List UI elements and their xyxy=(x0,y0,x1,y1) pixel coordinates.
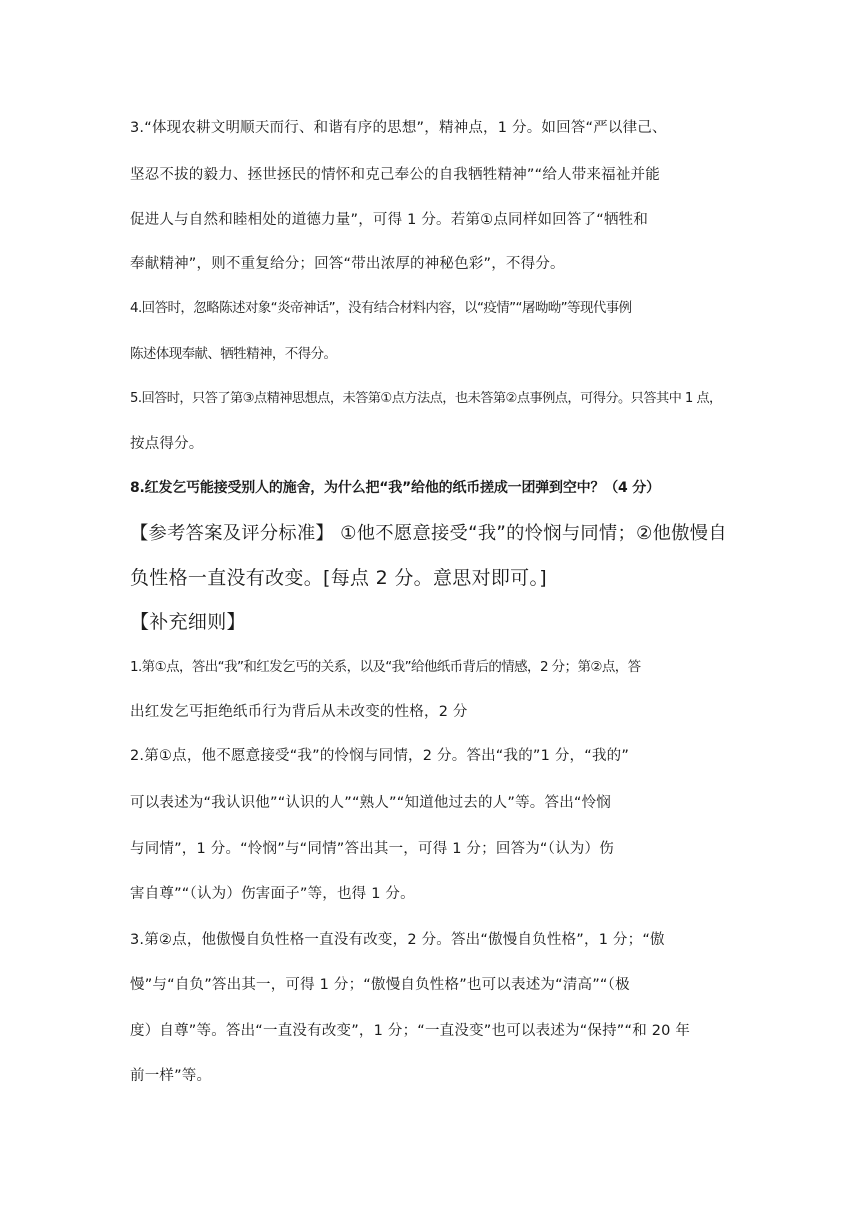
paragraph-line: 4.回答时，忽略陈述对象“炎帝神话”，没有结合材料内容，以“疫情”“屠呦呦”等现代事例 xyxy=(130,300,632,316)
question-heading: 8.红发乞丐能接受别人的施舍，为什么把“我”给他的纸币搓成一团弹到空中？（4 分） xyxy=(130,480,660,496)
paragraph-line: 按点得分。 xyxy=(130,436,204,452)
paragraph-line: 害自尊”“（认为）伤害面子”等，也得 1 分。 xyxy=(130,886,415,902)
paragraph-line: 出红发乞丐拒绝纸币行为背后从未改变的性格，2 分 xyxy=(130,704,468,720)
paragraph-line: 可以表述为“我认识他”“认识的人”“熟人”“知道他过去的人”等。答出“怜悯 xyxy=(130,795,612,811)
paragraph-line: 3.第②点，他傲慢自负性格一直没有改变，2 分。答出“傲慢自负性格”，1 分；“傲 xyxy=(130,932,665,948)
paragraph-line: 3.“体现农耕文明顺天而行、和谐有序的思想”，精神点，1 分。如回答“严以律己、 xyxy=(130,120,667,136)
reference-answer-line: 【参考答案及评分标准】 ①他不愿意接受“我”的怜悯与同情；②他傲慢自 xyxy=(130,523,727,544)
paragraph-line: 1.第①点，答出“我”和红发乞丐的关系，以及“我”给他纸币背后的情感，2 分；第②点，答 xyxy=(130,659,641,675)
paragraph-line: 陈述体现奉献、牺牲精神，不得分。 xyxy=(130,346,337,362)
paragraph-line: 5.回答时，只答了第③点精神思想点，未答第①点方法点，也未答第②点事例点，可得分。只答其中 1 点， xyxy=(130,391,722,406)
paragraph-line: 慢”与“自负”答出其一，可得 1 分；“傲慢自负性格”也可以表述为“清高”“（极 xyxy=(130,977,630,993)
reference-answer-line: 负性格一直没有改变。[每点 2 分。意思对即可。] xyxy=(130,567,547,589)
paragraph-line: 坚忍不拔的毅力、拯世拯民的情怀和克己奉公的自我牺牲精神”“给人带来福祉并能 xyxy=(130,167,660,183)
supplement-heading: 【补充细则】 xyxy=(130,611,246,633)
paragraph-line: 促进人与自然和睦相处的道德力量”，可得 1 分。若第①点同样如回答了“牺牲和 xyxy=(130,212,649,228)
paragraph-line: 与同情”，1 分。“怜悯”与“同情”答出其一，可得 1 分；回答为“（认为）伤 xyxy=(130,841,614,857)
paragraph-line: 2.第①点，他不愿意接受“我”的怜悯与同情，2 分。答出“我的”1 分，“我的” xyxy=(130,748,630,764)
paragraph-line: 度）自尊”等。答出“一直没有改变”，1 分；“一直没变”也可以表述为“保持”“和 20 年 xyxy=(130,1023,691,1039)
paragraph-line: 奉献精神”，则不重复给分；回答“带出浓厚的神秘色彩”，不得分。 xyxy=(130,256,565,272)
paragraph-line: 前一样”等。 xyxy=(130,1068,212,1084)
